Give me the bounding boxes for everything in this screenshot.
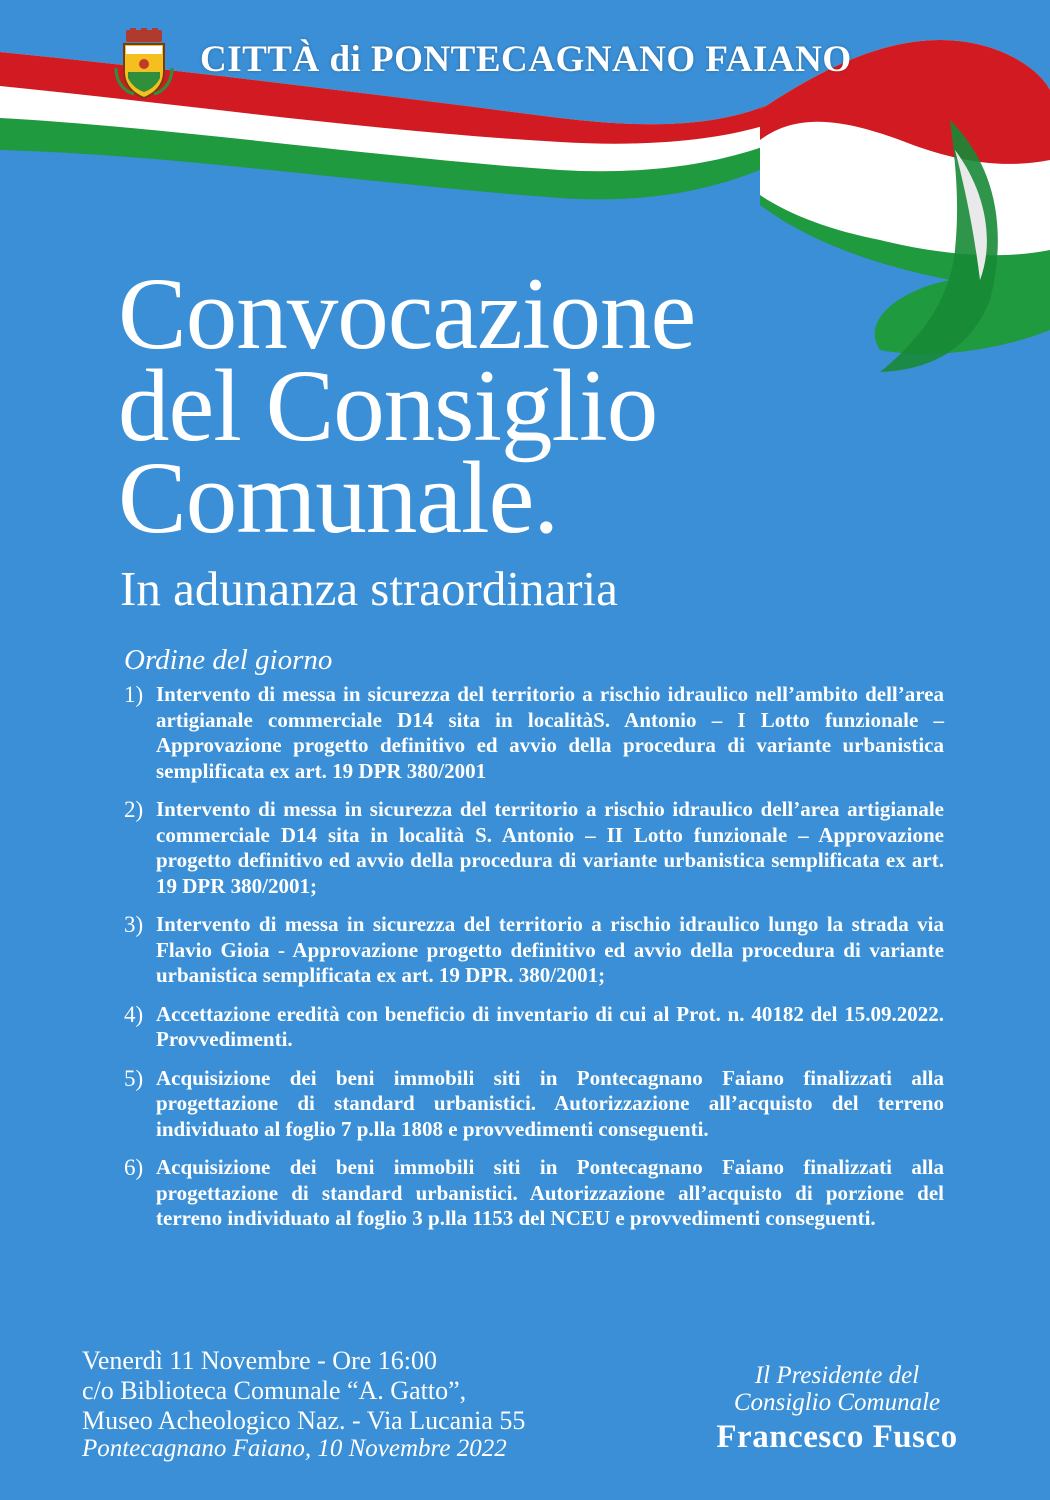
agenda-item-number: 6) [124, 1155, 144, 1180]
meeting-datetime: Venerdì 11 Novembre - Ore 16:00 [82, 1346, 437, 1375]
agenda-item-number: 2) [124, 797, 144, 822]
agenda-item-text: Intervento di messa in sicurezza del territorio a rischio idraulico dell’area artigianale commerciale D14 sita in località S. Antonio – II Lotto funzionale – Approvazione progetto definitivo ed avvio della procedura di variante urbanistica semplificata ex art. 19 DPR 380/2001; [156, 797, 944, 898]
meeting-venue-line-2: Museo Acheologico Naz. - Via Lucania 55 [82, 1406, 526, 1435]
agenda-list [124, 682, 944, 1245]
page-title [118, 257, 696, 555]
meeting-venue-line-1: c/o Biblioteca Comunale “A. Gatto”, [82, 1376, 467, 1405]
agenda-item-number: 4) [124, 1001, 144, 1027]
agenda-item-text: Acquisizione dei beni immobili siti in Pontecagnano Faiano finalizzati alla progettazione di standard urbanistici. Autorizzazione all’acquisto del terreno individuato al foglio 7 p.lla 1808 e provvedimenti conseguenti. [156, 1065, 944, 1141]
page-subtitle: In adunanza straordinaria [120, 561, 618, 616]
agenda-item [124, 1066, 944, 1143]
title-line-1: Convocazione [118, 257, 696, 371]
agenda-item [124, 1002, 944, 1053]
agenda-item-text: Intervento di messa in sicurezza del territorio a rischio idraulico lungo la strada via Flavio Gioia - Approvazione progetto definitivo ed avvio della procedura di variante urbanistica semplificata ex art. 19 DPR. 380/2001; [156, 912, 944, 987]
city-name: CITTÀ di PONTECAGNANO FAIANO [200, 39, 852, 80]
city-crest-icon [112, 28, 176, 100]
place-and-date: Pontecagnano Faiano, 10 Novembre 2022 [82, 1435, 507, 1462]
meeting-details [82, 1346, 525, 1462]
agenda-item-number: 1) [124, 682, 144, 707]
agenda-item-text: Intervento di messa in sicurezza del territorio a rischio idraulico nell’ambito dell’area artigianale commerciale D14 sita in localitàS. Antonio – I Lotto funzionale – Approvazione progetto definitivo ed avvio della procedura di variante urbanistica semplificata ex art. 19 DPR 380/2001 [156, 682, 944, 783]
signer-role-line-1: Il Presidente del [754, 1362, 920, 1389]
agenda-label: Ordine del giorno [124, 644, 333, 676]
title-line-3: Comunale. [118, 441, 559, 555]
agenda-item [124, 682, 944, 784]
agenda-item [124, 912, 944, 989]
agenda-item-number: 3) [124, 912, 144, 937]
agenda-item [124, 1155, 944, 1232]
agenda-item-number: 5) [124, 1065, 144, 1091]
agenda-item [124, 797, 944, 899]
agenda-item-text: Acquisizione dei beni immobili siti in Pontecagnano Faiano finalizzati alla progettazione di standard urbanistici. Autorizzazione all’acquisto di porzione del terreno individuato al foglio 3 p.lla 1153 del NCEU e provvedimenti conseguenti. [156, 1155, 944, 1230]
title-line-2: del Consiglio [118, 349, 658, 463]
agenda-item-text: Accettazione eredità con beneficio di inventario di cui al Prot. n. 40182 del 15.09.2022. Provvedimenti. [156, 1001, 944, 1051]
signer-role-line-2: Consiglio Comunale [733, 1389, 941, 1416]
signature-block [672, 1362, 1002, 1458]
signer-name: Francesco Fusco [716, 1419, 958, 1455]
